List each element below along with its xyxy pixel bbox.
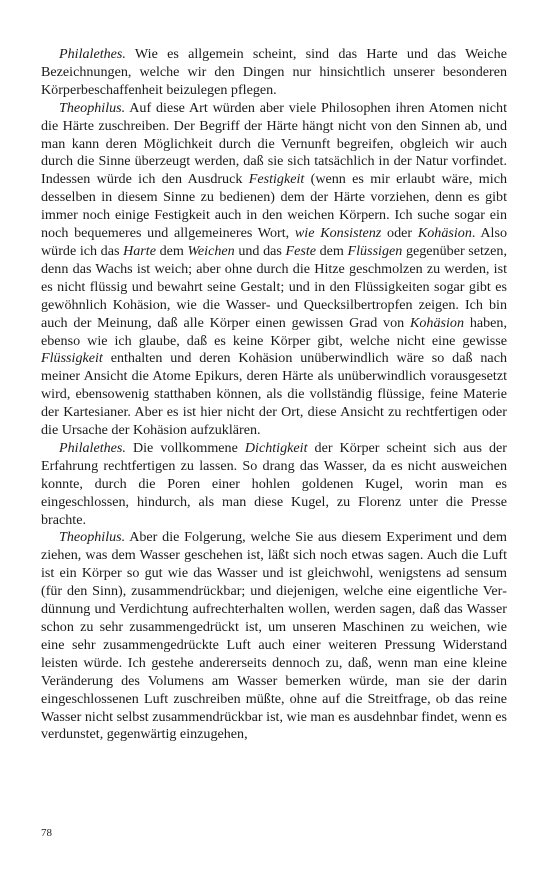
text-run: haben, ebenso wie ich glaube, daß es keine Körper gibt, welche nicht eine gewisse	[41, 314, 507, 349]
text-run: Auf diese Art würden aber viele Philosophen ihren Atomen nicht die Härte zuschreiben. Der Begriff der Härte hängt nicht von den Sinnen ab, und man kann deren Möglichkeit durch die Vernunft begreifen, obgleich wir auch durch die Sinne überzeugt werden, daß sie sich tatsächlich in der Natur vorfindet. Indessen würde ich den Ausdruck	[41, 99, 507, 188]
emphasized-text: Kohäsion	[417, 225, 472, 242]
emphasized-text: Flüssigen	[347, 242, 403, 259]
emphasized-text: Harte	[123, 242, 156, 259]
text-run: dem	[155, 242, 188, 259]
text-run: der Körper scheint sich aus der Erfahrung rechtfertigen zu lassen. So drang das Wasser, da es nicht ausweichen konnte, durch die Poren einer hohlen goldenen Kugel, worin man es eingeschlossen, hindurch, als man diese Kugel, zu Florenz unter die Presse brachte.	[41, 439, 507, 528]
paragraph-philalethes-2	[41, 440, 507, 530]
page-body	[41, 46, 507, 744]
emphasized-text: Dichtigkeit	[244, 439, 308, 456]
emphasized-text: Festigkeit	[248, 171, 305, 188]
emphasized-text: Theophilus.	[59, 99, 126, 116]
emphasized-text: Weichen	[187, 242, 235, 259]
text-run: Aber die Folgerung, welche Sie aus diesem Experiment und dem ziehen, was dem Wasser geschehen ist, läßt sich noch etwas sagen. Auch die Luft ist ein Körper so gut wie das Wasser und ist gleichwohl, wenigstens ad sensum (für den Sinn), zusammendrückbar; und diejenigen, welche eine eigentliche Verdünnung und Verdichtung aufrechterhalten wollen, werden sagen, daß das Wasser schon zu sehr zusammengedrückt ist, um unseren Maschinen zu weichen, wie eine sehr zusammengedrückte Luft auch einer weiteren Pressung Widerstand leisten würde. Ich gestehe andererseits dennoch zu, daß, wenn man eine kleine Veränderung des Volumens am Wasser bemerken würde, man sie der darin eingeschlossenen Luft zuschreiben müßte, ohne auf die Streitfrage, ob das reine Wasser nicht selbst zusammendrückbar ist, wie man es ausdehnbar findet, wenn es verdunstet, gegenwärtig einzugehen,	[41, 529, 507, 743]
text-run: Wie es allgemein scheint, sind das Harte und das Weiche Bezeichnungen, welche wir den Dingen nur hinsichtlich unserer besonderen Körperbeschaffenheit beizulegen pflegen.	[41, 46, 507, 98]
text-run: und das	[234, 242, 286, 259]
paragraph-philalethes-1	[41, 46, 507, 100]
emphasized-text: Philalethes.	[59, 439, 126, 456]
text-run: (wenn es mir erlaubt wäre, mich desselben in diesem Sinne zu bedienen) dem der Härte vorziehen, denn es gibt immer noch einige Festigkeit auch in den weichen Körpern. Ich suche sogar ein noch bequemeres und allgemeineres Wort,	[41, 171, 507, 242]
text-run: gegenüber setzen, denn das Wachs ist weich; aber ohne durch die Hitze geschmolzen zu werden, ist es nicht flüssig und bewahrt seine Gestalt; und in den Flüssigkeiten sogar gibt es gewöhnlich Kohäsion, wie die Wasser- und Quecksilbertropfen zeigen. Ich bin auch der Meinung, daß alle Körper einen gewissen Grad von	[41, 242, 507, 331]
text-run: dem	[316, 242, 348, 259]
emphasized-text: wie Konsistenz	[294, 225, 382, 242]
emphasized-text: Philalethes.	[59, 46, 126, 62]
emphasized-text: Theophilus.	[59, 529, 126, 546]
text-run: oder	[381, 225, 418, 242]
emphasized-text: Kohäsion	[409, 314, 465, 331]
text-run: Die vollkommene	[125, 439, 245, 456]
page-number: 78	[41, 827, 52, 839]
text-run: enthalten und deren Kohäsion unüberwindlich wäre so daß nach meiner Ansicht die Atome Epikurs, deren Härte als unüberwindlich vorausgesetzt wird, ebensowenig statthaben können, als die vollständig flüssige, feine Materie der Kartesianer. Aber es ist hier nicht der Ort, diese Ansicht zu rechtfertigen oder die Ursache der Kohäsion aufzuklären.	[41, 350, 507, 439]
paragraph-theophilus-1	[41, 100, 507, 440]
text-run: . Also würde ich das	[41, 225, 507, 259]
emphasized-text: Flüssigkeit	[41, 350, 103, 367]
paragraph-theophilus-2	[41, 529, 507, 744]
emphasized-text: Feste	[285, 242, 317, 259]
